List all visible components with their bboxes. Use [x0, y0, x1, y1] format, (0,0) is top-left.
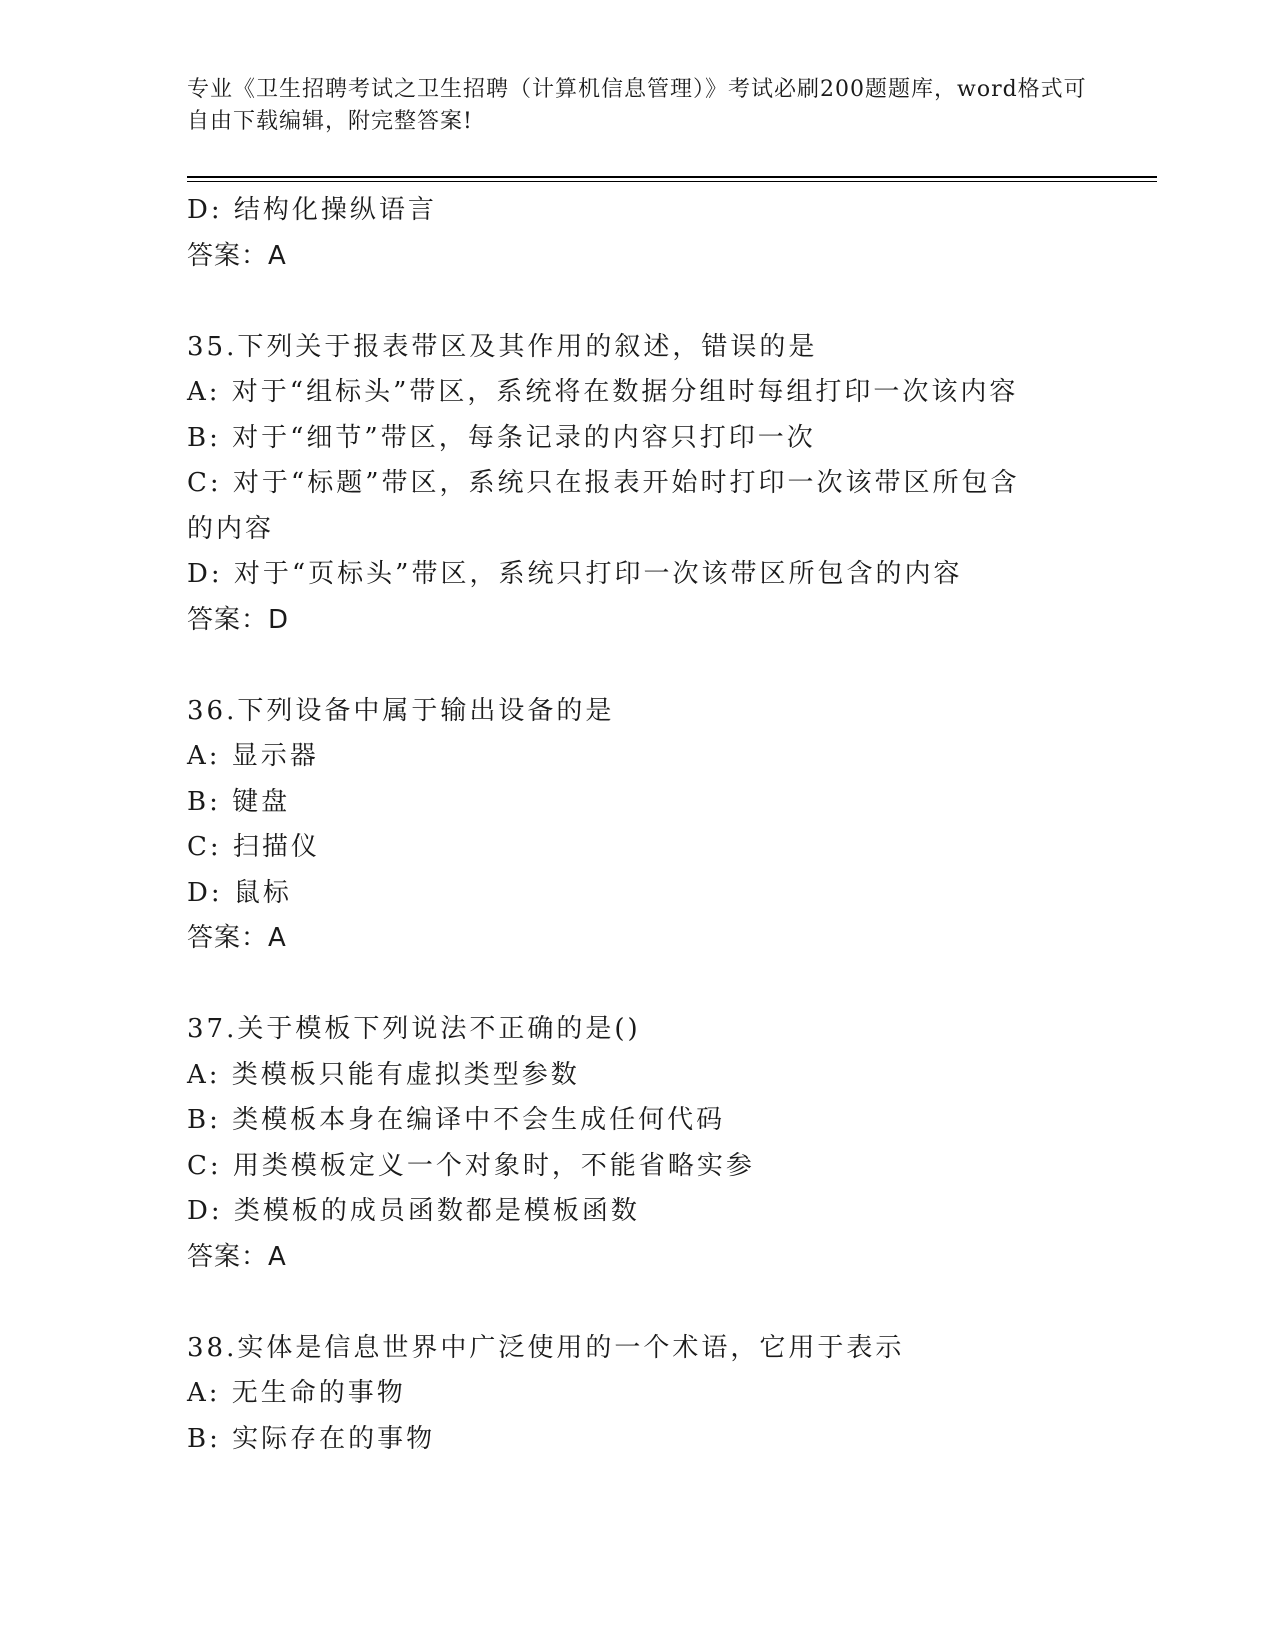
answer-line: 答案：D: [187, 604, 290, 635]
spacer: [187, 1280, 1087, 1326]
option-c: C: 扫描仪: [187, 832, 320, 862]
answer-line: 答案：A: [187, 1241, 287, 1272]
question-list: [187, 188, 1087, 1462]
option-a: A: 类模板只能有虚拟类型参数: [187, 1059, 580, 1090]
option-d: D: 类模板的成员函数都是模板函数: [187, 1196, 640, 1226]
spacer: [187, 279, 1087, 325]
question-stem: 38.实体是信息世界中广泛使用的一个术语，它用于表示: [187, 1332, 905, 1363]
header-divider-thick: [187, 176, 1157, 178]
option-b: B: 类模板本身在编译中不会生成任何代码: [187, 1105, 726, 1135]
answer-line: 答案：A: [187, 923, 287, 953]
option-b: B: 对于“细节”带区，每条记录的内容只打印一次: [187, 422, 816, 453]
header-divider-thin: [187, 181, 1157, 182]
question-stem: 35.下列关于报表带区及其作用的叙述，错误的是: [187, 331, 818, 362]
option-b: B: 实际存在的事物: [187, 1423, 436, 1454]
option-d: D: 对于“页标头”带区，系统只打印一次该带区所包含的内容: [187, 559, 963, 589]
spacer: [187, 643, 1087, 689]
document-header: 专业《卫生招聘考试之卫生招聘（计算机信息管理）》考试必刷200题题库，word格式可自由下载编辑，附完整答案!: [187, 77, 1087, 134]
question-stem: 36.下列设备中属于输出设备的是: [187, 695, 615, 726]
question-stem: 37.关于模板下列说法不正确的是(): [187, 1014, 641, 1044]
option-a: A: 对于“组标头”带区，系统将在数据分组时每组打印一次该内容: [187, 377, 1019, 407]
spacer: [187, 962, 1087, 1008]
option-c: C: 对于“标题”带区，系统只在报表开始时打印一次该带区所包含的内容: [187, 468, 1020, 544]
option-b: B: 键盘: [187, 786, 291, 817]
answer-line: 答案：A: [187, 240, 287, 271]
option-a: A: 无生命的事物: [187, 1378, 406, 1408]
option-c: C: 用类模板定义一个对象时，不能省略实参: [187, 1150, 755, 1181]
option-d: D: 结构化操纵语言: [187, 195, 437, 225]
option-a: A: 显示器: [187, 741, 319, 771]
option-d: D: 鼠标: [187, 877, 292, 908]
